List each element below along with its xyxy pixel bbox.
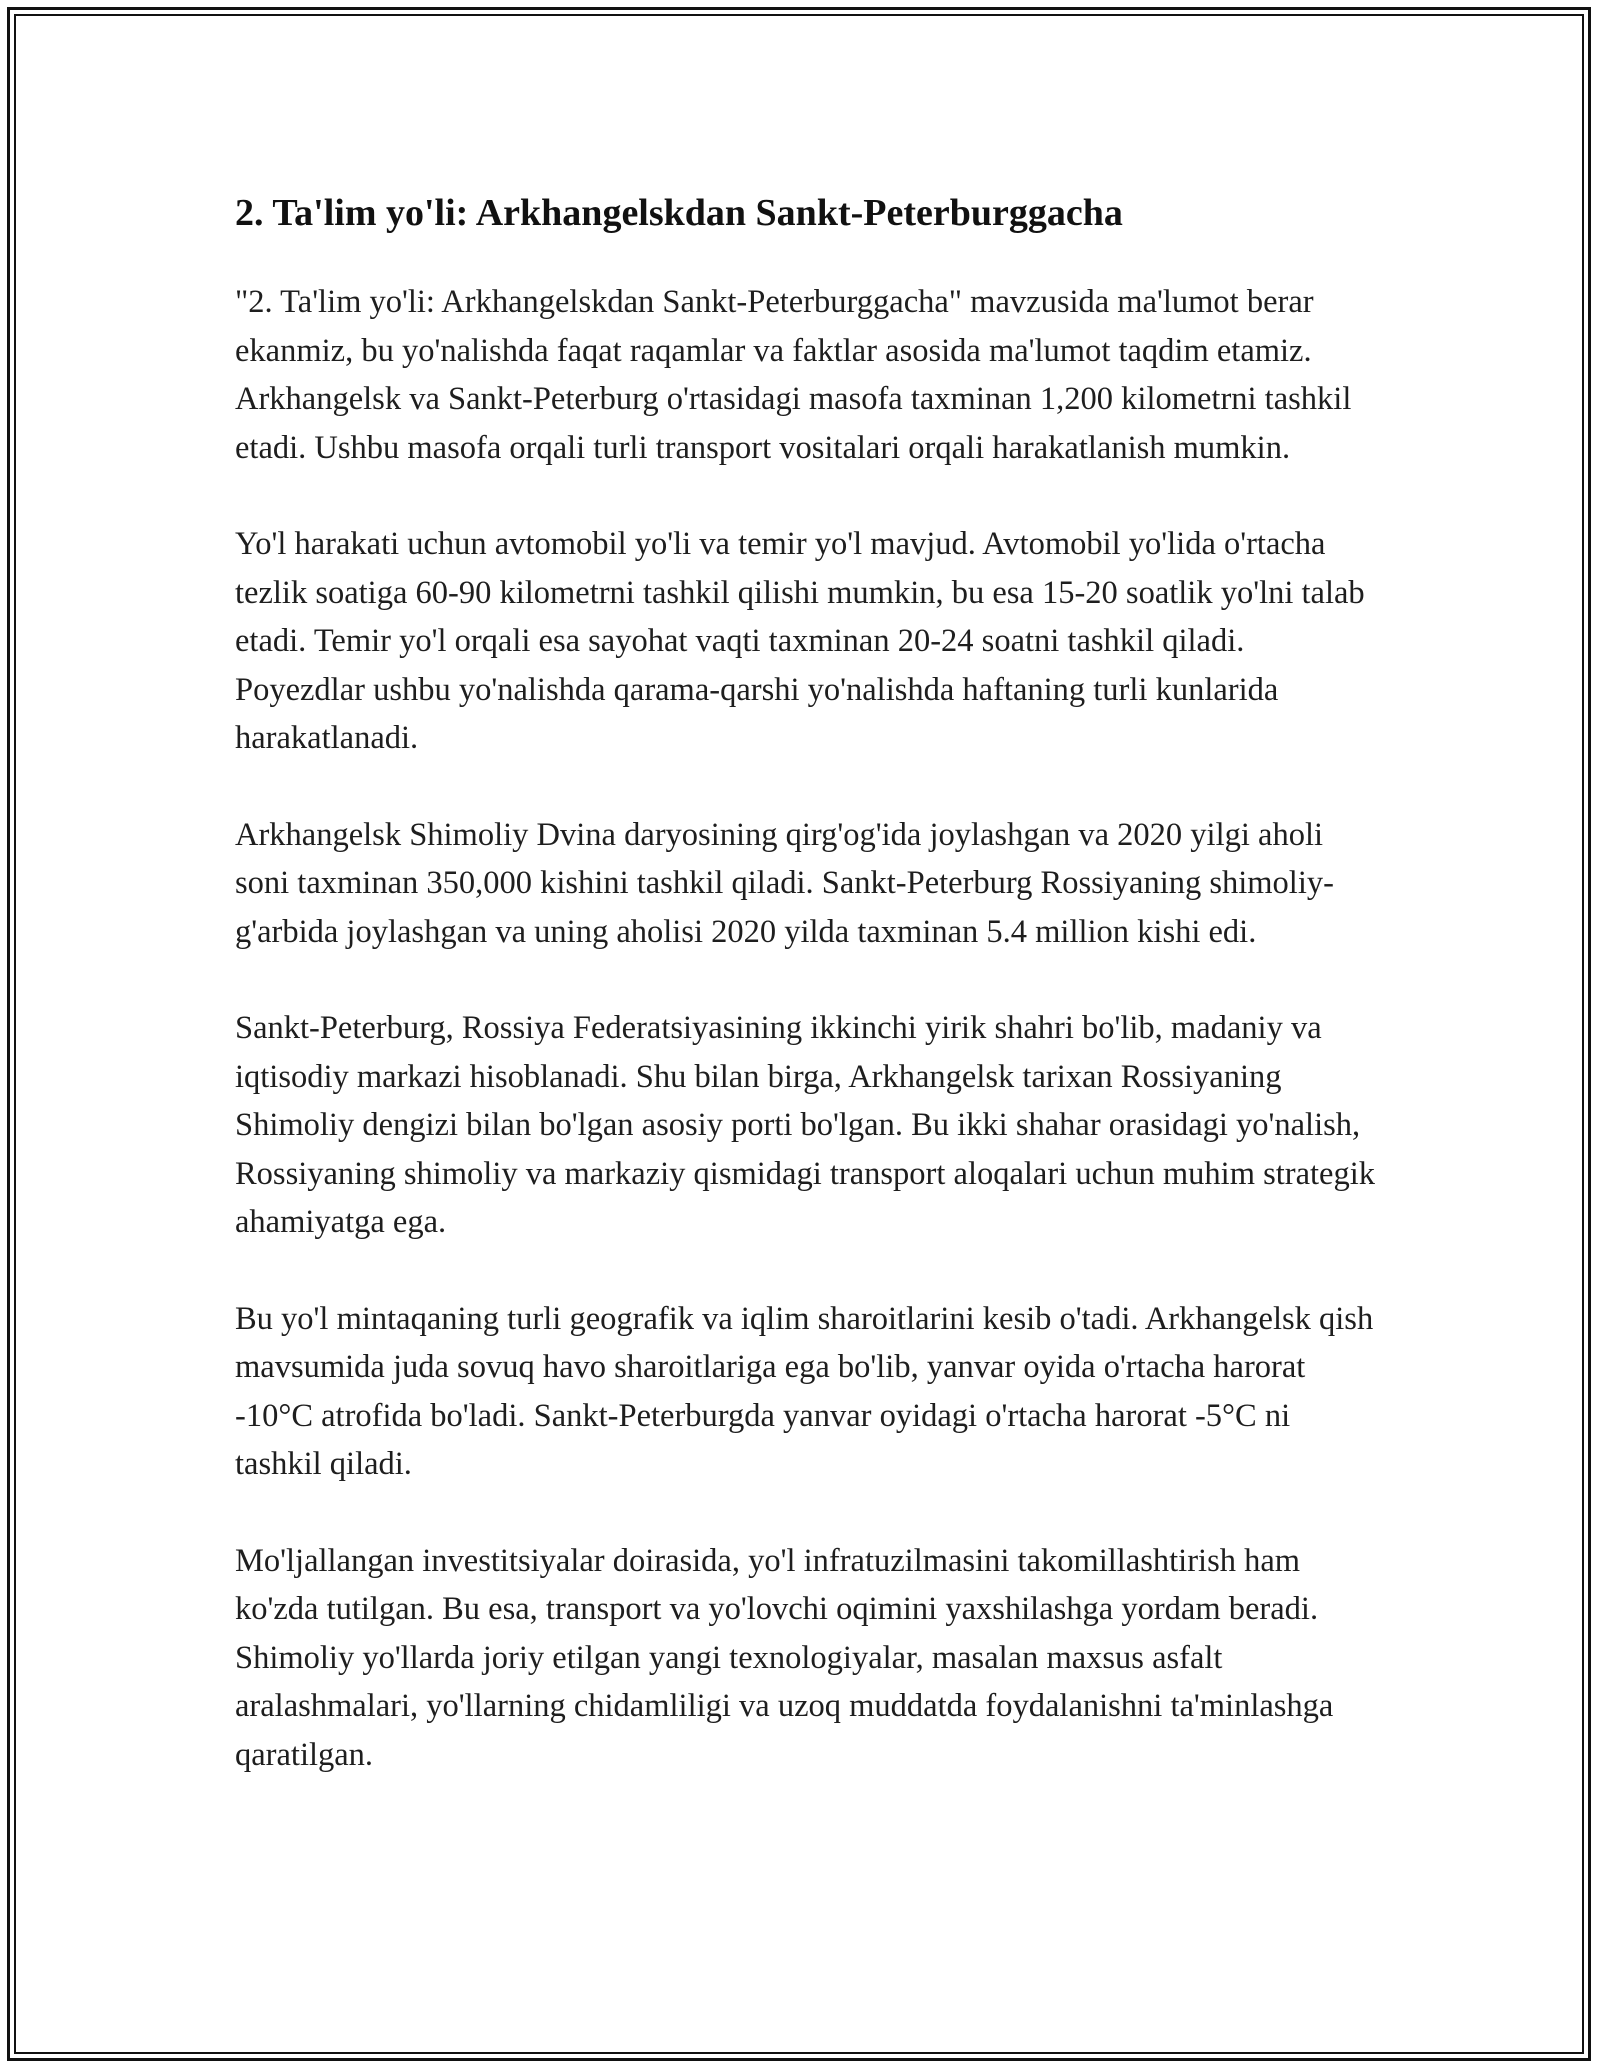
paragraph-climate: Bu yo'l mintaqaning turli geografik va iqlim sharoitlarini kesib o'tadi. Arkhangelsk qish mavsumida juda sovuq havo sharoitlariga ega bo'lib, yanvar oyida o'rtacha harorat -10°C atrofida bo'ladi. Sankt-Peterburgda yanvar oyidagi o'rtacha harorat -5°C ni tashkil qiladi. bbox=[235, 1300, 1374, 1482]
paragraph-significance: Sankt-Peterburg, Rossiya Federatsiyasining ikkinchi yirik shahri bo'lib, madaniy va iqtisodiy markazi hisoblanadi. Shu bilan birga, Arkhangelsk tarixan Rossiyaning Shimoliy dengizi bilan bo'lgan asosiy porti bo'lgan. Bu ikki shahar orasidagi yo'nalish, Rossiyaning shimoliy va markaziy qismidagi transport aloqalari uchun muhim strategik ahamiyatga ega. bbox=[235, 1010, 1376, 1240]
paragraph-investment: Mo'ljallangan investitsiyalar doirasida, yo'l infratuzilmasini takomillashtirish ham ko'zda tutilgan. Bu esa, transport va yo'lovchi oqimini yaxshilashga yordam beradi. Shimoliy yo'llarda joriy etilgan yangi texnologiyalar, masalan maxsus asfalt aralashmalari, yo'llarning chidamliligi va uzoq muddatda foydalanishni ta'minlashga qaratilgan. bbox=[235, 1542, 1334, 1773]
paragraph-population: Arkhangelsk Shimoliy Dvina daryosining qirg'og'ida joylashgan va 2020 yilgi aholi soni taxminan 350,000 kishini tashkil qiladi. Sankt-Peterburg Rossiyaning shimoliy-g'arbida joylashgan va uning aholisi 2020 yilda taxminan 5.4 million kishi edi. bbox=[235, 816, 1334, 950]
section-title: 2. Ta'lim yo'li: Arkhangelskdan Sankt-Peterburggacha bbox=[235, 192, 1123, 234]
paragraph-transport: Yo'l harakati uchun avtomobil yo'li va temir yo'l mavjud. Avtomobil yo'lida o'rtacha tezlik soatiga 60-90 kilometrni tashkil qilishi mumkin, bu esa 15-20 soatlik yo'lni talab etadi. Temir yo'l orqali esa sayohat vaqti taxminan 20-24 soatni tashkil qiladi. Poyezdlar ushbu yo'nalishda qarama-qarshi yo'nalishda haftaning turli kunlarida harakatlanadi. bbox=[235, 526, 1365, 756]
document-body bbox=[235, 182, 1375, 1827]
paragraph-intro: "2. Ta'lim yo'li: Arkhangelskdan Sankt-Peterburggacha" mavzusida ma'lumot berar ekanmiz, bu yo'nalishda faqat raqamlar va faktlar asosida ma'lumot taqdim etamiz. Arkhangelsk va Sankt-Peterburg o'rtasidagi masofa taxminan 1,200 kilometrni tashkil etadi. Ushbu masofa orqali turli transport vositalari orqali harakatlanish mumkin. bbox=[235, 284, 1352, 466]
